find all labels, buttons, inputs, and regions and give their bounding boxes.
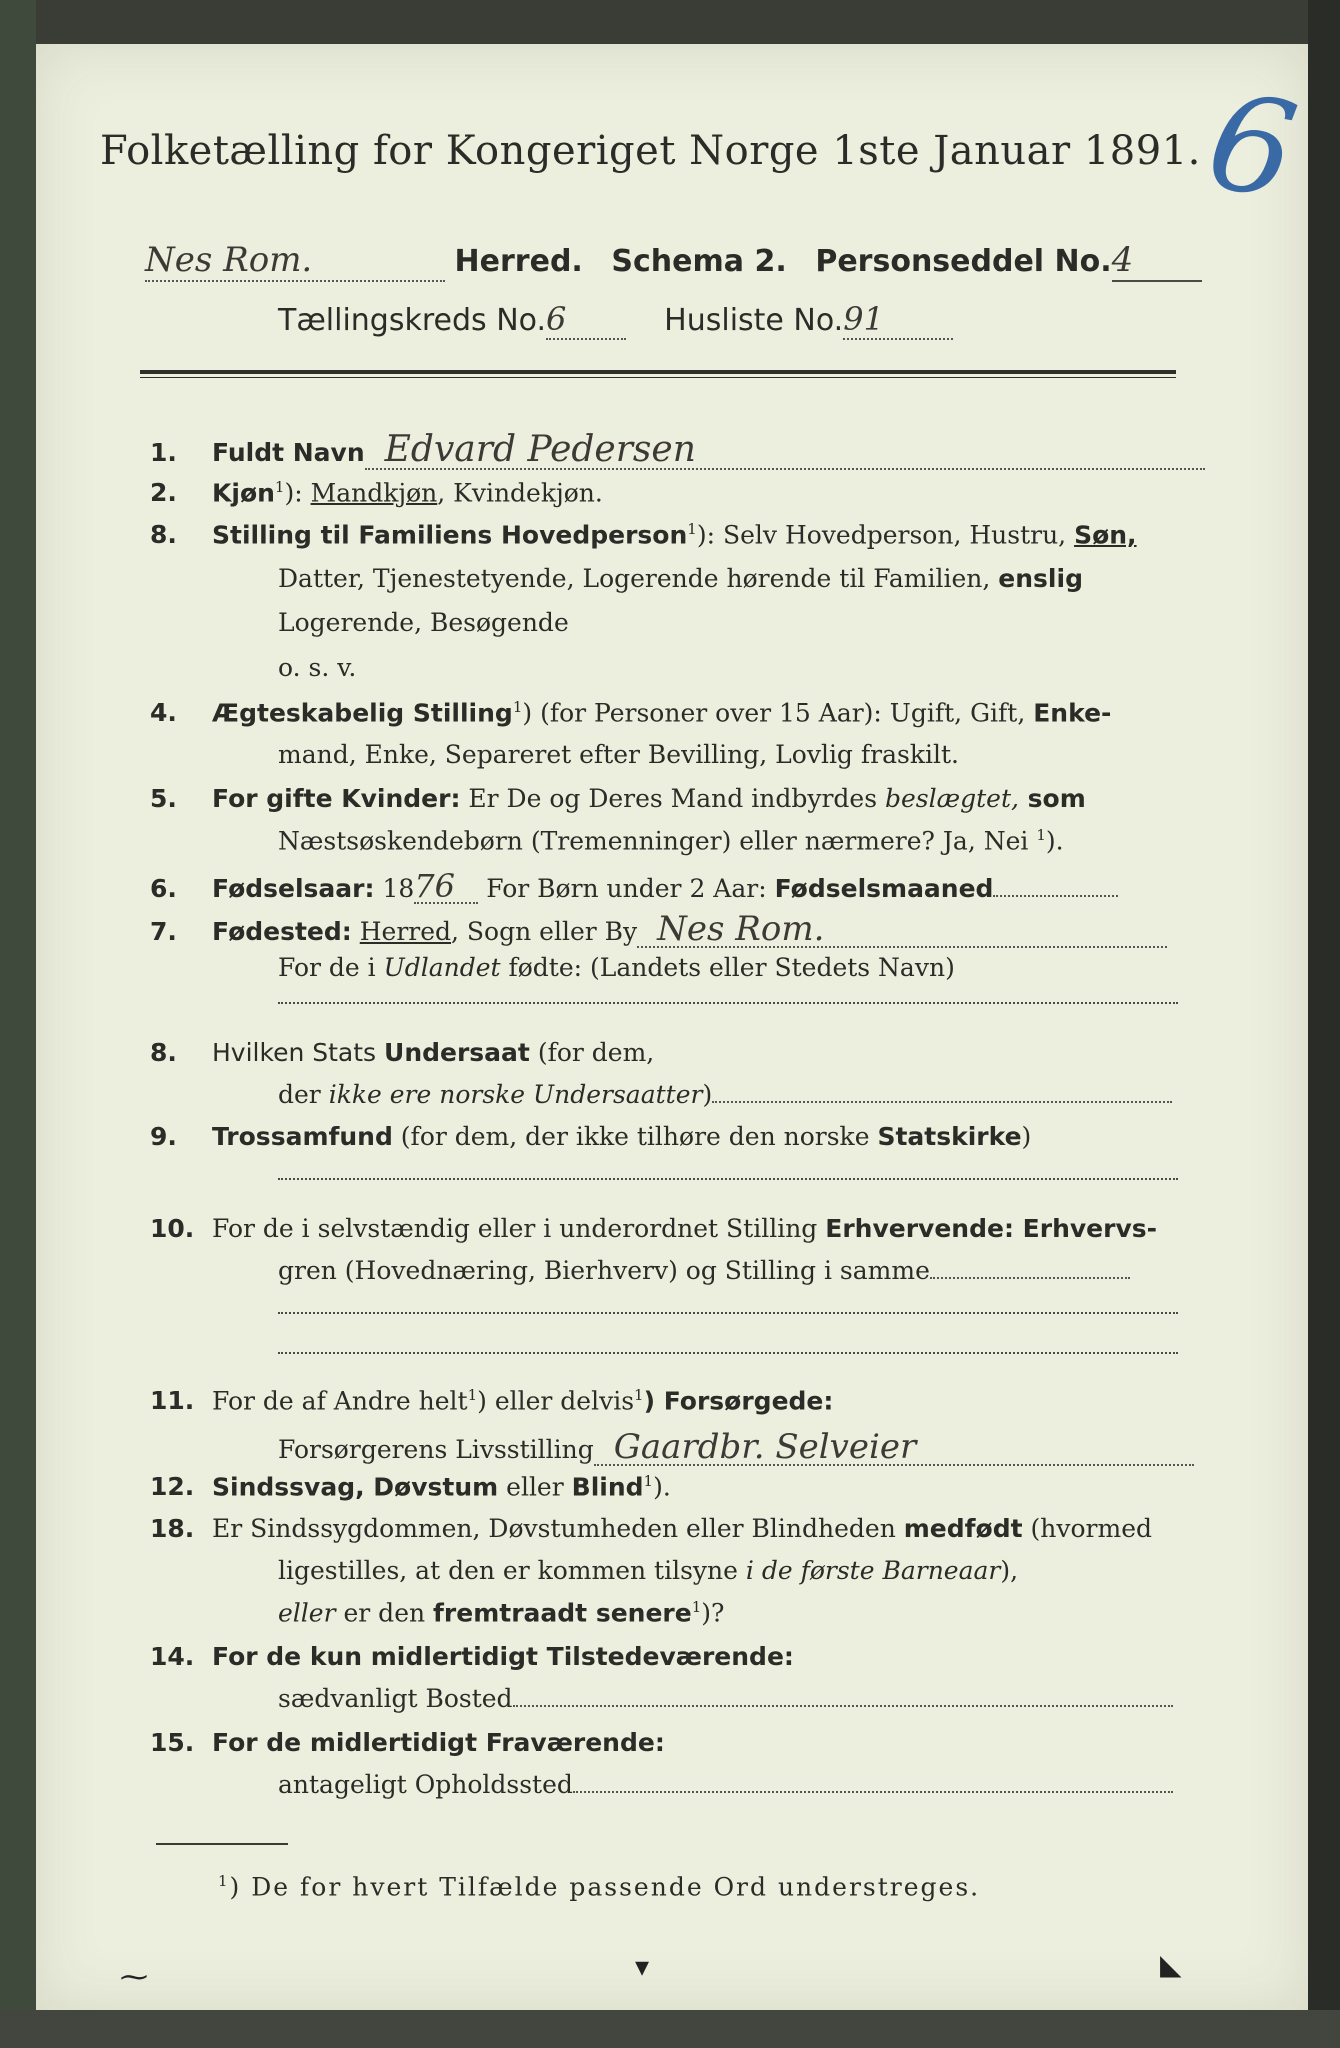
item-15-line-2: antageligt Opholdssted <box>278 1772 1173 1797</box>
item-1-full-name: 1. Fuldt Navn Edvard Pedersen <box>150 432 1205 470</box>
occupation-line-2 <box>278 1352 1178 1354</box>
birthplace-option-herred-selected: Herred <box>359 917 452 946</box>
kreds-label: Tællingskreds No. <box>278 303 546 338</box>
scan-mark-left: ⁓ <box>120 1960 148 1993</box>
birthplace-value: Nes Rom. <box>637 912 1167 948</box>
header-line-herred <box>145 240 1202 282</box>
personseddel-value: 4 <box>1112 240 1202 282</box>
personseddel-label: Personseddel No. <box>815 244 1112 279</box>
item-10-occupation: 10. For de i selvstændig eller i underordnet Stilling Erhvervende: Erhvervs- <box>150 1214 1157 1243</box>
item-14-temporarily-present: 14. For de kun midlertidigt Tilstedeværende: <box>150 1642 794 1671</box>
form-title: Folketælling for Kongeriget Norge 1ste Januar 1891. <box>100 128 1201 174</box>
item-11-supported: 11. For de af Andre helt$^1$) eller delvis$^1$) Forsørgede: <box>150 1386 834 1416</box>
full-name-value: Edvard Pedersen <box>365 432 1205 470</box>
item-13-congenital: 18. Er Sindssygdommen, Døvstumheden eller Blindheden medfødt (hvormed <box>150 1514 1152 1543</box>
item-3-line-4: o. s. v. <box>278 653 357 682</box>
religion-line <box>278 1178 1178 1180</box>
footnote: $^1$) De for hvert Tilfælde passende Ord understreges. <box>218 1872 981 1902</box>
herred-value: Nes Rom. <box>145 240 445 282</box>
item-2-sex: 2. Kjøn$^1$): Mandkjøn, Kvindekjøn. <box>150 478 603 508</box>
item-3-family-position: 8. Stilling til Familiens Hovedperson$^1$): Selv Hovedperson, Hustru, Søn, <box>150 520 1137 550</box>
item-9-religion: 9. Trossamfund (for dem, der ikke tilhøre den norske Statskirke) <box>150 1122 1032 1151</box>
header-divider-thin <box>140 377 1176 378</box>
item-13-line-3: eller er den fremtraadt senere$^1$)? <box>278 1598 725 1628</box>
scan-border-right <box>1308 0 1340 2048</box>
item-4-line-2: mand, Enke, Separeret efter Bevilling, Lovlig fraskilt. <box>278 740 959 769</box>
husliste-label: Husliste No. <box>664 303 844 338</box>
item-7-birthplace: 7. Fødested: Herred, Sogn eller By Nes Rom. <box>150 912 1167 948</box>
item-14-line-2: sædvanligt Bosted <box>278 1686 1173 1711</box>
handwritten-sheet-number: 6 <box>1197 63 1307 231</box>
schema-label: Schema 2. <box>611 244 787 279</box>
position-option-son-selected: Søn, <box>1074 520 1137 550</box>
foreign-birthplace-line <box>278 1002 1178 1004</box>
header-divider <box>140 370 1176 374</box>
scan-border-top <box>0 0 1340 44</box>
footnote-rule <box>156 1843 288 1845</box>
item-6-birth-year: 6. Fødselsaar: 1876 For Børn under 2 Aar: Fødselsmaaned <box>150 870 1118 904</box>
birth-year-value: 76 <box>414 870 478 904</box>
husliste-value: 91 <box>843 300 953 340</box>
item-3-line-2: Datter, Tjenestetyende, Logerende hørende til Familien, enslig <box>278 564 1083 593</box>
item-13-line-2: ligestilles, at den er kommen tilsyne i de første Barneaar), <box>278 1556 1019 1585</box>
item-3-line-3: Logerende, Besøgende <box>278 608 569 637</box>
occupation-line-1 <box>278 1312 1178 1314</box>
provider-occupation-value: Gaardbr. Selveier <box>594 1430 1194 1466</box>
header-line-kreds <box>278 300 953 340</box>
item-15-temporarily-absent: 15. For de midlertidigt Fraværende: <box>150 1728 665 1757</box>
scan-border-left <box>0 0 36 2048</box>
item-8-citizenship: 8. Hvilken Stats Undersaat (for dem, <box>150 1038 655 1067</box>
item-5-married-women: 5. For gifte Kvinder: Er De og Deres Mand indbyrdes beslægtet, som <box>150 784 1086 813</box>
item-4-marital-status: 4. Ægteskabelig Stilling$^1$) (for Personer over 15 Aar): Ugift, Gift, Enke- <box>150 698 1112 728</box>
sex-option-male-selected: Mandkjøn <box>310 478 438 508</box>
kreds-value: 6 <box>546 300 626 340</box>
item-5-line-2: Næstsøskendebørn (Tremenninger) eller nærmere? Ja, Nei $^1$). <box>278 826 1064 856</box>
item-7-line-2: For de i Udlandet fødte: (Landets eller Stedets Navn) <box>278 953 955 982</box>
item-11-line-2: Forsørgerens Livsstilling Gaardbr. Selveier <box>278 1430 1194 1466</box>
item-10-line-2: gren (Hovednæring, Bierhverv) og Stilling i samme <box>278 1258 1130 1283</box>
item-12-disability: 12. Sindssvag, Døvstum eller Blind$^1$). <box>150 1472 671 1502</box>
scan-mark-right: ◣ <box>1160 1948 1182 1981</box>
herred-label: Herred. <box>454 244 583 279</box>
scan-border-bottom <box>0 2010 1340 2048</box>
scan-mark-center: ▾ <box>635 1950 650 1983</box>
item-8-line-2: der ikke ere norske Undersaatter) <box>278 1082 1172 1107</box>
